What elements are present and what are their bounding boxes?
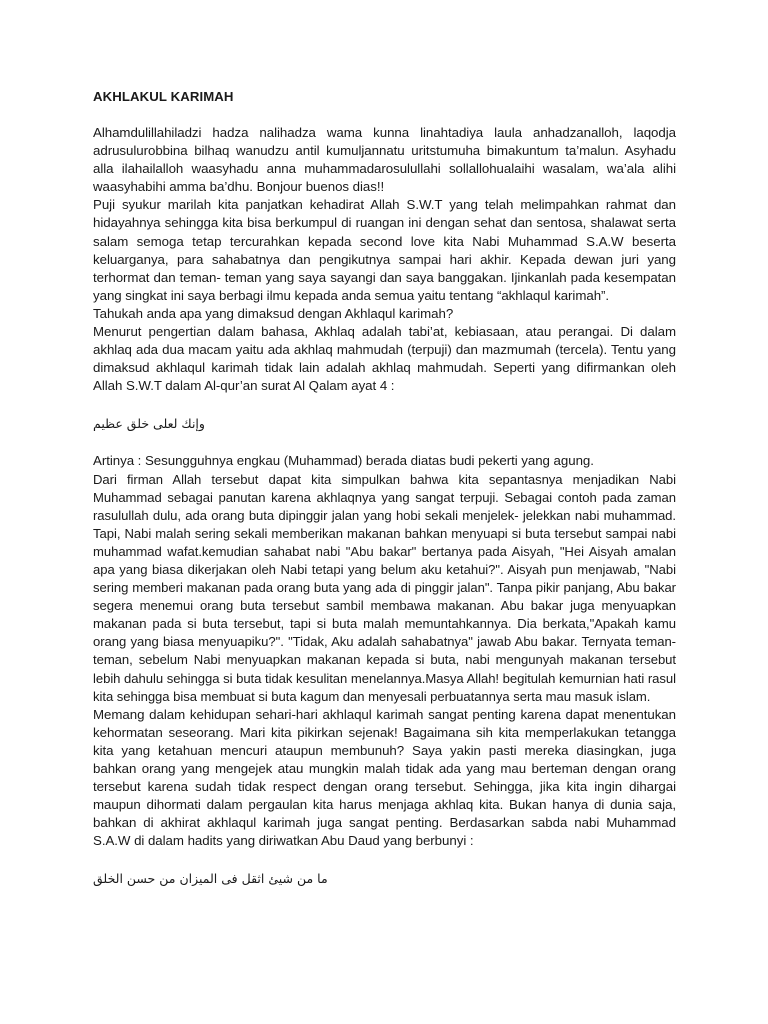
definition-paragraph: Menurut pengertian dalam bahasa, Akhlaq adalah tabi’at, kebiasaan, atau perangai. Di dalam akhlaq ada dua macam yaitu ada akhlaq mahmudah (terpuji) dan mazmumah (tercela). Tentu yang dimaksud akhlaqul karimah tidak lain adalah akhlaq mahmudah. Seperti yang difirmankan oleh Allah S.W.T dalam Al-qur’an surat Al Qalam ayat 4 : (93, 324, 676, 394)
document-title: AKHLAKUL KARIMAH (93, 89, 234, 104)
arabic-hadith: ما من شيئ اثقل فى الميزان من حسن الخلق (93, 871, 328, 887)
document-page (93, 88, 676, 888)
question-paragraph: Tahukah anda apa yang dimaksud dengan Akhlaqul karimah? (93, 305, 454, 321)
story-paragraph: Dari firman Allah tersebut dapat kita simpulkan bahwa kita sepantasnya menjadikan Nabi Muhammad sebagai panutan karena akhlaqnya yang sangat terpuji. Sebagai contoh pada zaman rasulullah dulu, ada orang buta dipinggir jalan yang hobi sekali menjelek- jelekkan nabi muhammad. Tapi, Nabi malah sering sekali memberikan makanan bahkan menyuapi si buta tersebut sampai nabi muhammad wafat.kemudian sahabat nabi "Abu bakar" bertanya pada Aisyah, "Hei Aisyah amalan apa yang biasa dikerjakan oleh Nabi tetapi yang belum aku ketahui?". Aisyah pun menjawab, "Nabi sering memberi makanan pada orang buta yang ada di pinggir jalan". Tanpa pikir panjang, Abu bakar segera menemui orang buta tersebut sambil membawa makanan. Abu bakar juga menyuapkan makanan pada si buta tersebut, tapi si buta malah memuntahkannya. Dia berkata,"Apakah kamu orang yang biasa menyuapiku?". "Tidak, Aku adalah sahabatnya" jawab Abu bakar. Ternyata teman- teman, sebelum Nabi menyuapkan makanan kepada si buta, nabi mengunyah makanan tersebut lebih dahulu sehingga si buta tidak kesulitan menelannya.Masya Allah! begitulah kemurnian hati rasul kita sehingga bisa membuat si buta kagum dan menyesali perbuatannya serta mau masuk islam. (93, 471, 676, 704)
gratitude-paragraph: Puji syukur marilah kita panjatkan kehadirat Allah S.W.T yang telah melimpahkan rahmat dan hidayahnya sehingga kita bisa berkumpul di ruangan ini dengan sehat dan sentosa, shalawat serta salam semoga tetap tercurahkan kepada second love kita Nabi Muhammad S.A.W beserta keluarganya, para sahabatnya dan pengikutnya sampai hari akhir. Kepada dewan juri yang terhormat dan teman- teman yang saya sayangi dan saya banggakan. Ijinkanlah pada kesempatan yang singkat ini saya berbagi ilmu kepada anda semua yaitu tentang “akhlaqul karimah”. (93, 197, 676, 303)
arabic-verse: وإنك لعلى خلق عظيم (93, 416, 205, 432)
opening-prayer-paragraph: Alhamdulillahiladzi hadza nalihadza wama kunna linahtadiya laula anhadzanalloh, laqodja adrusulurobbina bilhaq wanudzu antil kumuljannatu uritstumuha bimakuntum ta’malun. Asyhadu alla ilahailalloh waasyhadu anna muhammadarosulullahi sollallohualaihi wasalam, wa’ala alihi waasyhabihi amma ba’dhu. Bonjour buenos dias!! (93, 125, 676, 195)
importance-paragraph: Memang dalam kehidupan sehari-hari akhlaqul karimah sangat penting karena dapat menentukan kehormatan seseorang. Mari kita pikirkan sejenak! Bagaimana sih kita memperlakukan tetangga kita yang ketahuan mencuri ataupun membunuh? Saya yakin pasti mereka diasingkan, juga bahkan orang yang mengejek atau mungkin malah tidak ada yang mau berteman dengan orang tersebut karena sudah tidak respect dengan orang tersebut. Sehingga, jika kita ingin dihargai maupun dihormati dalam pergaulan kita harus menjaga akhlaq kita. Bukan hanya di dunia saja, bahkan di akhirat akhlaqul karimah juga sangat penting. Berdasarkan sabda nabi Muhammad S.A.W di dalam hadits yang diriwatkan Abu Daud yang berbunyi : (93, 706, 676, 849)
translation-paragraph: Artinya : Sesungguhnya engkau (Muhammad) berada diatas budi pekerti yang agung. (93, 453, 594, 469)
